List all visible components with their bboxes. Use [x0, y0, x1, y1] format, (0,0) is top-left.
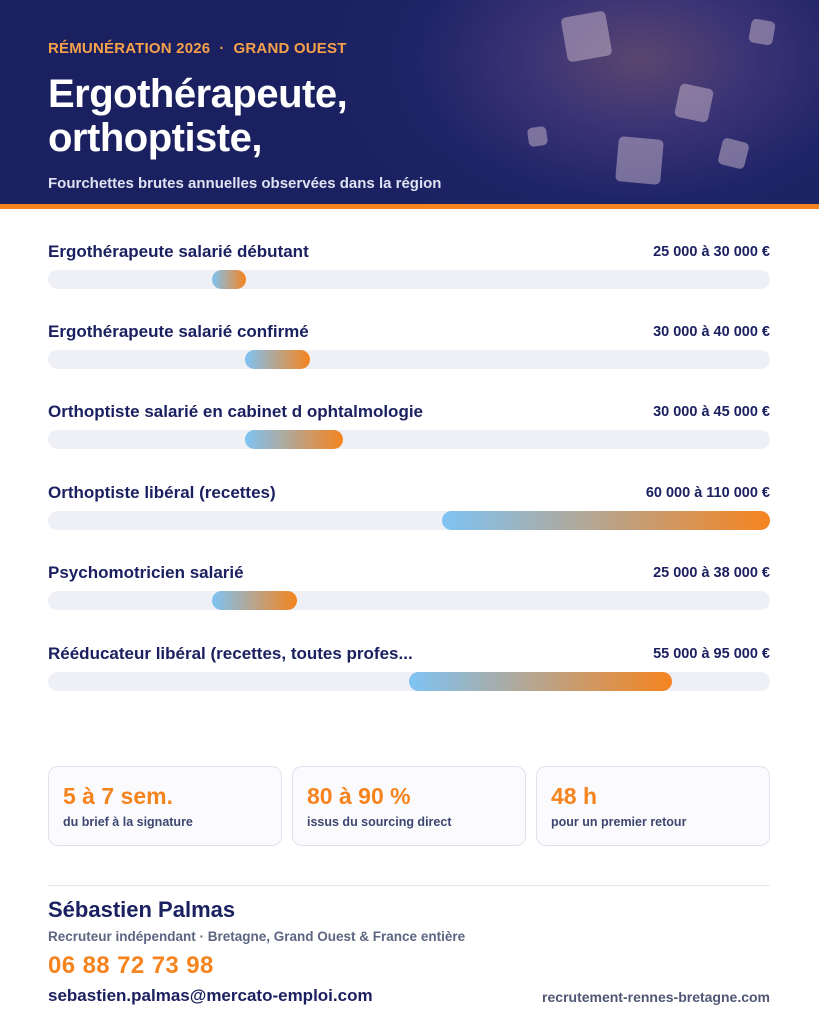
salary-row [48, 322, 770, 372]
header-banner [0, 0, 819, 204]
range-bar [245, 430, 343, 449]
row-value: 25 000 à 30 000 € [653, 244, 770, 260]
stat-card [292, 766, 526, 846]
stat-card [48, 766, 282, 846]
stat-card [536, 766, 770, 846]
page-subtitle: Fourchettes brutes annuelles observées dans la région [48, 175, 442, 192]
row-label: Orthoptiste salarié en cabinet d ophtalmologie [48, 402, 424, 421]
range-bar [442, 511, 770, 530]
decorative-square [748, 18, 776, 46]
row-value: 30 000 à 40 000 € [653, 324, 770, 340]
row-label: Orthoptiste libéral (recettes) [48, 483, 276, 502]
range-bar [409, 672, 672, 691]
contact-phone[interactable]: 06 88 72 73 98 [48, 952, 214, 979]
stat-value: 80 à 90 % [307, 783, 411, 809]
stat-caption: issus du sourcing direct [307, 815, 452, 829]
salary-row [48, 644, 770, 694]
range-track [48, 430, 770, 449]
range-track [48, 350, 770, 369]
decorative-square [615, 136, 664, 185]
contact-name: Sébastien Palmas [48, 897, 236, 922]
decorative-square [674, 83, 714, 123]
stat-value: 5 à 7 sem. [63, 783, 173, 809]
eyebrow-right: GRAND OUEST [233, 40, 347, 57]
eyebrow [48, 40, 347, 57]
contact-email[interactable]: sebastien.palmas@mercato-emploi.com [48, 986, 373, 1005]
decorative-square [560, 10, 612, 62]
salary-row [48, 483, 770, 533]
footer-divider [48, 885, 770, 886]
row-label: Rééducateur libéral (recettes, toutes profes... [48, 644, 413, 663]
row-value: 60 000 à 110 000 € [645, 485, 770, 501]
stat-caption: du brief à la signature [63, 815, 193, 829]
page-title: Ergothérapeute, orthoptiste, [48, 72, 348, 160]
range-track [48, 672, 770, 691]
row-value: 55 000 à 95 000 € [653, 646, 770, 662]
contact-role: Recruteur indépendant · Bretagne, Grand Ouest & France entière [48, 929, 466, 944]
range-bar [245, 350, 311, 369]
decorative-square [527, 126, 548, 147]
range-bar [212, 591, 297, 610]
eyebrow-separator: · [219, 40, 225, 57]
row-label: Psychomotricien salarié [48, 563, 244, 582]
row-label: Ergothérapeute salarié débutant [48, 242, 309, 261]
range-bar [212, 270, 246, 289]
decorative-square [717, 137, 750, 170]
eyebrow-left: RÉMUNÉRATION 2026 [48, 40, 211, 57]
row-label: Ergothérapeute salarié confirmé [48, 322, 309, 341]
range-track [48, 591, 770, 610]
salary-row [48, 402, 770, 452]
salary-row [48, 563, 770, 613]
contact-website[interactable]: recrutement-rennes-bretagne.com [542, 989, 770, 1005]
accent-stripe [0, 204, 819, 209]
stat-value: 48 h [551, 783, 598, 809]
salary-row [48, 242, 770, 292]
row-value: 25 000 à 38 000 € [653, 565, 770, 581]
range-track [48, 511, 770, 530]
range-track [48, 270, 770, 289]
stat-caption: pour un premier retour [551, 815, 687, 829]
row-value: 30 000 à 45 000 € [653, 404, 770, 420]
